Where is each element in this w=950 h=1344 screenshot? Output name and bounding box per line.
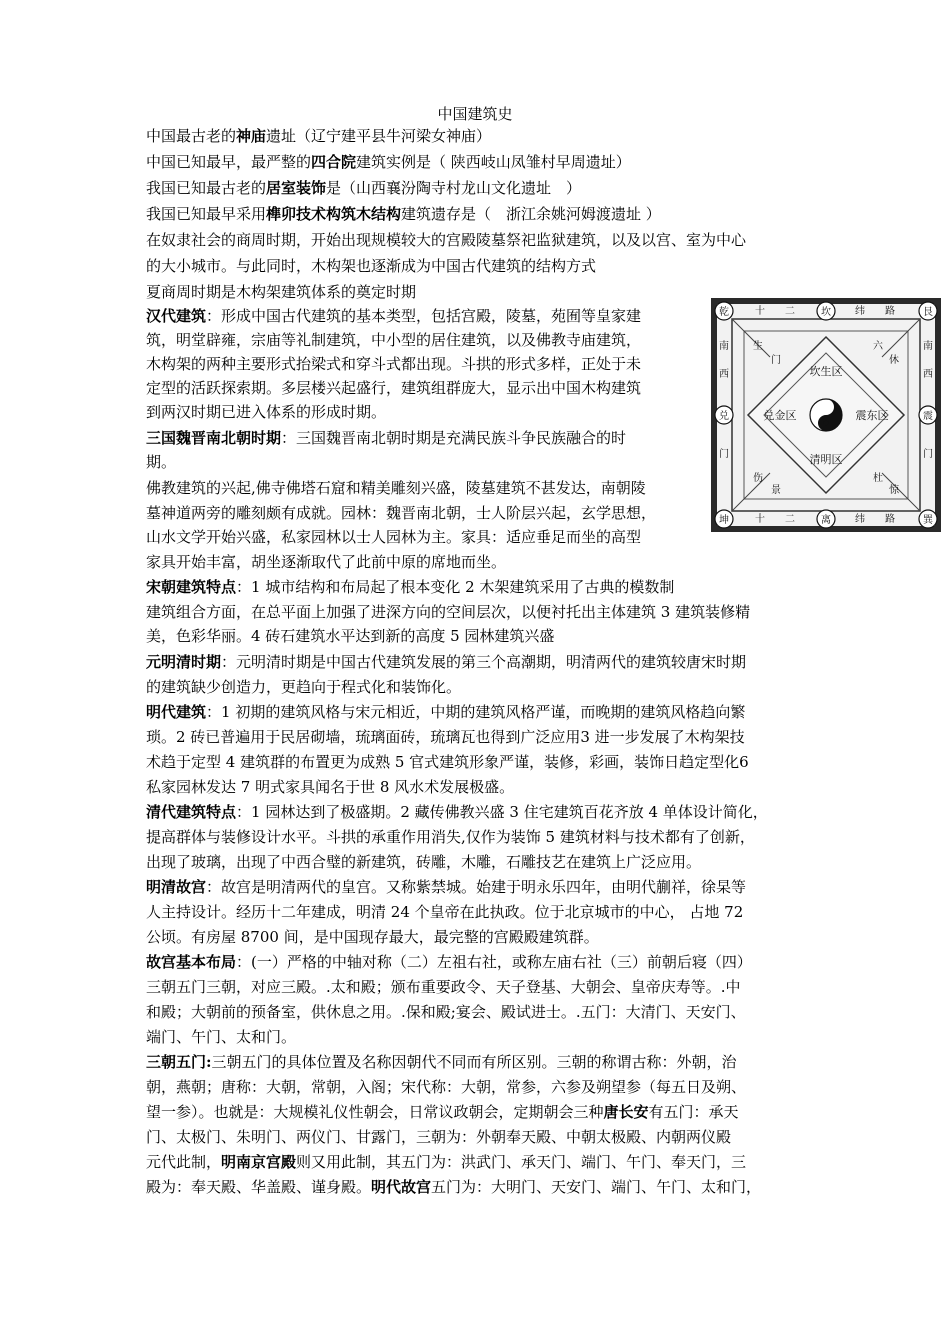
intro-line-3: 我国已知最古老的居室装饰是（山西襄汾陶寺村龙山文化遗址 ）	[146, 179, 582, 197]
top-band-4: 路	[885, 306, 895, 317]
sanchao-line-1: 三朝五门:三朝五门的具体位置及名称因朝代不同而有所区别。三朝的称谓古称：外朝，治	[146, 1053, 737, 1071]
diag-label-6: 景	[771, 485, 781, 496]
layout-line-4: 端门、午门、太和门。	[146, 1028, 297, 1046]
diag-label-7: 杜	[873, 473, 883, 484]
gugong-line-3: 公顷。有房屋 8700 间，是中国现存最大，最完整的宫殿殿建筑群。	[146, 928, 599, 946]
gugong-line-2: 人主持设计。经历十二年建成，明清 24 个皇帝在此执政。位于北京城市的中心， 占地 72	[146, 903, 744, 921]
bottom-band-2: 二	[785, 514, 795, 525]
bottom-band-3: 纬	[855, 514, 865, 525]
top-band-2: 二	[785, 306, 795, 317]
sanchao-line-4: 门、太极门、朱明门、两仪门、甘露门，三朝为：外朝奉天殿、中朝太极殿、内朝两仪殿	[146, 1128, 732, 1146]
taiji-dot-light	[824, 405, 829, 410]
side-label-w: 兑	[719, 411, 729, 422]
zone-label-left: 兑金区	[763, 410, 797, 422]
wei-line-5: 山水文学开始兴盛，私家园林以士人园林为主。家具：适应垂足而坐的高型	[146, 528, 642, 546]
diag-label-8: 惊	[889, 485, 899, 496]
diag-label-4: 休	[889, 355, 899, 366]
han-line-1: 汉代建筑：形成中国古代建筑的基本类型，包括宫殿，陵墓，苑囿等皇家建	[146, 307, 642, 325]
han-line-5: 到两汉时期已进入体系的形成时期。	[146, 403, 387, 421]
bottom-band-1: 十	[755, 514, 765, 525]
wei-line-6: 家具开始丰富，胡坐逐渐取代了此前中原的席地而坐。	[146, 553, 507, 571]
para1-line-2: 的大小城市。与此同时，木构架也逐渐成为中国古代建筑的结构方式	[146, 257, 597, 275]
top-band-1: 十	[755, 306, 765, 317]
zone-label-right: 震东区	[855, 410, 889, 422]
ming-line-1: 明代建筑：1 初期的建筑风格与宋元相近，中期的建筑风格严谨，而晚期的建筑风格趋向繁	[146, 703, 746, 721]
han-line-2: 筑，明堂辟雍，宗庙等礼制建筑，中小型的居住建筑，以及佛教寺庙建筑，	[146, 331, 642, 349]
diag-label-2: 门	[771, 355, 781, 366]
zone-label-top: 坎生区	[809, 366, 843, 378]
right-band-2: 西	[923, 369, 933, 380]
gugong-line-1: 明清故宫：故宫是明清两代的皇宫。又称紫禁城。始建于明永乐四年，由明代蒯祥，徐杲等	[146, 878, 747, 896]
right-band-1: 南	[923, 341, 933, 352]
taiji-dot-dark	[824, 421, 829, 426]
side-label-s: 离	[821, 515, 831, 526]
song-line-2: 建筑组合方面，在总平面上加强了进深方向的空间层次，以便衬托出主体建筑 3 建筑装修精	[146, 603, 751, 621]
wei-line-4: 墓神道两旁的雕刻颇有成就。园林：魏晋南北朝，士人阶层兴起，玄学思想，	[146, 504, 657, 522]
corner-label-ne: 艮	[923, 307, 933, 318]
song-line-1: 宋朝建筑特点：1 城市结构和布局起了根本变化 2 木架建筑采用了古典的模数制	[146, 578, 675, 596]
city-plan-diagram	[710, 297, 942, 533]
ming-line-2: 琐。2 砖已普遍用于民居砌墙，琉璃面砖，琉璃瓦也得到广泛应用3 进一步发展了木构架技	[146, 728, 745, 746]
qing-line-3: 出现了玻璃，出现了中西合璧的新建筑，砖雕，木雕，石雕技艺在建筑上广泛应用。	[146, 853, 702, 871]
layout-line-1: 故宫基本布局：(一）严格的中轴对称（二）左祖右社，或称左庙右社（三）前朝后寝（四）	[146, 953, 752, 971]
layout-line-2: 三朝五门三朝，对应三殿。.太和殿；颁布重要政令、天子登基、大朝会、皇帝庆寿等。.中	[146, 978, 741, 996]
sanchao-line-3: 望一参）。也就是：大规模礼仪性朝会，日常议政朝会，定期朝会三种唐长安有五门：承天	[146, 1103, 739, 1121]
zone-label-bottom: 清明区	[809, 454, 843, 466]
intro-line-1: 中国最古老的神庙遗址（辽宁建平县牛河梁女神庙）	[146, 127, 492, 145]
sanchao-line-6: 殿为：奉天殿、华盖殿、谨身殿。明代故宫五门为：大明门、天安门、端门、午门、太和门，	[146, 1178, 762, 1196]
para1-line-1: 在奴隶社会的商周时期，开始出现规模较大的宫殿陵墓祭祀监狱建筑，以及以宫、室为中心	[146, 231, 747, 249]
left-band-2: 西	[719, 369, 729, 380]
bottom-band-4: 路	[885, 514, 895, 525]
sanchao-line-5: 元代此制，明南京宫殿则又用此制，其五门为：洪武门、承天门、端门、午门、奉天门，三	[146, 1153, 747, 1171]
left-band-3: 门	[719, 449, 729, 460]
wei-line-3: 佛教建筑的兴起,佛寺佛塔石窟和精美雕刻兴盛，陵墓建筑不甚发达，南朝陵	[146, 479, 646, 497]
qing-line-1: 清代建筑特点：1 园林达到了极盛期。2 藏传佛教兴盛 3 住宅建筑百花齐放 4 单体设计简化，	[146, 803, 768, 821]
yuan-line-2: 的建筑缺少创造力，更趋向于程式化和装饰化。	[146, 678, 462, 696]
corner-label-se: 巽	[923, 515, 933, 526]
wei-line-1: 三国魏晋南北朝时期：三国魏晋南北朝时期是充满民族斗争民族融合的时	[146, 429, 627, 447]
top-band-3: 纬	[855, 306, 865, 317]
corner-label-nw: 乾	[719, 307, 729, 318]
song-line-3: 美，色彩华丽。4 砖石建筑水平达到新的高度 5 园林建筑兴盛	[146, 627, 555, 645]
side-label-n: 坎	[821, 307, 831, 318]
page-title: 中国建筑史	[437, 105, 513, 123]
left-band-1: 南	[719, 341, 729, 352]
para1-line-3: 夏商周时期是木构架建筑体系的奠定时期	[146, 283, 417, 301]
yuan-line-1: 元明清时期：元明清时期是中国古代建筑发展的第三个高潮期，明清两代的建筑较唐宋时期	[146, 653, 747, 671]
sanchao-line-2: 朝，燕朝；唐称：大朝，常朝，入阁；宋代称：大朝，常参，六参及朔望参（每五日及朔、	[146, 1078, 747, 1096]
han-line-3: 木构架的两种主要形式抬梁式和穿斗式都出现。斗拱的形式多样，正处于未	[146, 355, 642, 373]
han-line-4: 定型的活跃探索期。多层楼兴起盛行，建筑组群庞大，显示出中国木构建筑	[146, 379, 642, 397]
intro-line-2: 中国已知最早，最严整的四合院建筑实例是（ 陕西岐山凤雏村早周遗址）	[146, 153, 631, 171]
qing-line-2: 提高群体与装修设计水平。斗拱的承重作用消失,仅作为装饰 5 建筑材料与技术都有了创新，	[146, 828, 755, 846]
diag-label-3: 六	[873, 341, 883, 352]
right-band-3: 门	[923, 449, 933, 460]
diag-label-5: 伤	[753, 473, 763, 484]
ming-line-3: 术趋于定型 4 建筑群的布置更为成熟 5 官式建筑形象严谨，装修，彩画，装饰日趋定型化6	[146, 753, 749, 771]
wei-line-2: 期。	[146, 453, 177, 471]
corner-label-sw: 坤	[719, 515, 729, 526]
intro-line-4: 我国已知最早采用榫卯技术构筑木结构建筑遗存是（ 浙江余姚河姆渡遗址 ）	[146, 205, 661, 223]
diag-label-1: 生	[753, 341, 763, 352]
side-label-e: 震	[923, 411, 933, 422]
ming-line-4: 私家园林发达 7 明式家具闻名于世 8 风水术发展极盛。	[146, 778, 515, 796]
layout-line-3: 和殿；大朝前的预备室，供休息之用。.保和殿;宴会、殿试进士。.五门：大清门、天安门、	[146, 1003, 746, 1021]
